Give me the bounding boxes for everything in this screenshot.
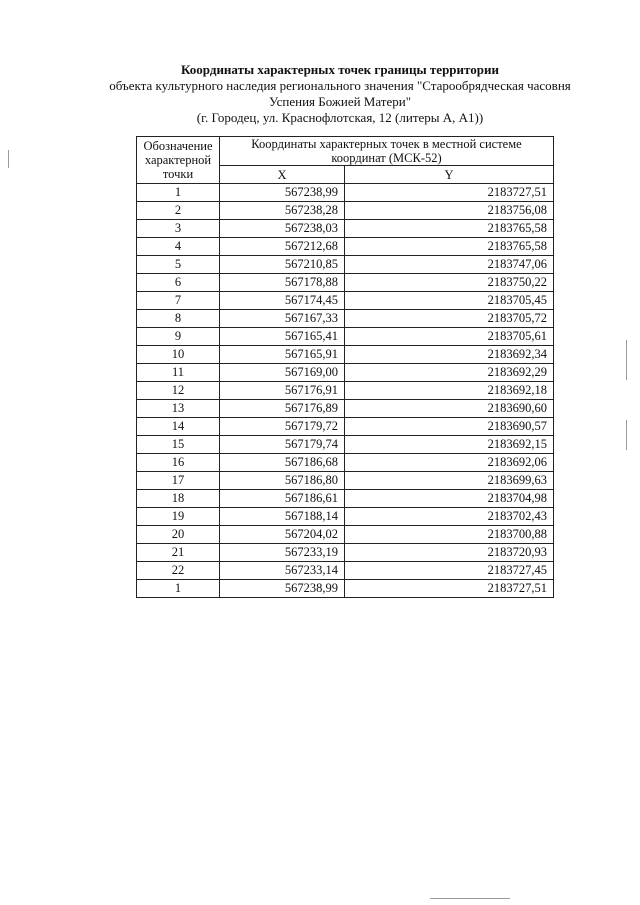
table-row xyxy=(137,274,554,292)
table-row xyxy=(137,382,554,400)
scan-mark xyxy=(626,420,627,450)
coord-x: 567238,99 xyxy=(220,184,345,202)
table-row xyxy=(137,220,554,238)
point-number: 19 xyxy=(137,508,220,526)
point-number: 22 xyxy=(137,562,220,580)
coord-y: 2183692,15 xyxy=(345,436,554,454)
point-number: 16 xyxy=(137,454,220,472)
coord-y: 2183750,22 xyxy=(345,274,554,292)
coordinates-table xyxy=(136,136,554,598)
coord-y: 2183702,43 xyxy=(345,508,554,526)
coord-y: 2183700,88 xyxy=(345,526,554,544)
table-header-row xyxy=(137,137,554,166)
table-row xyxy=(137,544,554,562)
point-number: 8 xyxy=(137,310,220,328)
coord-x: 567165,91 xyxy=(220,346,345,364)
coord-x: 567238,03 xyxy=(220,220,345,238)
coord-x: 567233,14 xyxy=(220,562,345,580)
point-number: 20 xyxy=(137,526,220,544)
coord-y: 2183692,29 xyxy=(345,364,554,382)
point-number: 13 xyxy=(137,400,220,418)
point-number: 12 xyxy=(137,382,220,400)
point-number: 1 xyxy=(137,184,220,202)
table-row xyxy=(137,580,554,598)
point-number: 3 xyxy=(137,220,220,238)
coord-y: 2183765,58 xyxy=(345,238,554,256)
coord-x: 567186,61 xyxy=(220,490,345,508)
table-row xyxy=(137,346,554,364)
coord-y: 2183704,98 xyxy=(345,490,554,508)
header-point-designation: Обозначение характерной точки xyxy=(137,137,220,184)
coord-x: 567176,89 xyxy=(220,400,345,418)
coord-y: 2183705,72 xyxy=(345,310,554,328)
point-number: 4 xyxy=(137,238,220,256)
table-row xyxy=(137,562,554,580)
table-row xyxy=(137,454,554,472)
point-number: 7 xyxy=(137,292,220,310)
coord-y: 2183765,58 xyxy=(345,220,554,238)
coord-x: 567167,33 xyxy=(220,310,345,328)
point-number: 11 xyxy=(137,364,220,382)
document-title: Координаты характерных точек границы территории xyxy=(181,62,499,77)
coord-y: 2183699,63 xyxy=(345,472,554,490)
point-number: 6 xyxy=(137,274,220,292)
coord-x: 567179,72 xyxy=(220,418,345,436)
table-row xyxy=(137,526,554,544)
coord-y: 2183705,61 xyxy=(345,328,554,346)
table-row xyxy=(137,490,554,508)
coord-y: 2183690,60 xyxy=(345,400,554,418)
table-row xyxy=(137,418,554,436)
subtitle-line-2: Успения Божией Матери" xyxy=(268,94,412,109)
table-row xyxy=(137,436,554,454)
subtitle-line-1: объекта культурного наследия регионального значения "Старообрядческая часовня xyxy=(109,78,571,93)
point-number: 18 xyxy=(137,490,220,508)
coord-x: 567212,68 xyxy=(220,238,345,256)
table-row xyxy=(137,184,554,202)
header-coordinates: Координаты характерных точек в местной системе координат (МСК-52) xyxy=(220,137,554,166)
point-number: 2 xyxy=(137,202,220,220)
coord-y: 2183756,08 xyxy=(345,202,554,220)
coord-x: 567233,19 xyxy=(220,544,345,562)
coord-x: 567176,91 xyxy=(220,382,345,400)
table-row xyxy=(137,508,554,526)
point-number: 1 xyxy=(137,580,220,598)
coord-y: 2183692,06 xyxy=(345,454,554,472)
coord-y: 2183727,45 xyxy=(345,562,554,580)
scan-mark xyxy=(8,150,9,168)
table-row xyxy=(137,400,554,418)
coord-x: 567204,02 xyxy=(220,526,345,544)
coord-x: 567165,41 xyxy=(220,328,345,346)
coord-y: 2183720,93 xyxy=(345,544,554,562)
document-heading xyxy=(90,62,590,126)
coord-y: 2183692,34 xyxy=(345,346,554,364)
coord-y: 2183727,51 xyxy=(345,184,554,202)
table-row xyxy=(137,328,554,346)
coord-x: 567188,14 xyxy=(220,508,345,526)
coord-x: 567174,45 xyxy=(220,292,345,310)
table-row xyxy=(137,364,554,382)
point-number: 14 xyxy=(137,418,220,436)
table-row xyxy=(137,310,554,328)
coord-y: 2183727,51 xyxy=(345,580,554,598)
table-row xyxy=(137,238,554,256)
point-number: 5 xyxy=(137,256,220,274)
coord-y: 2183705,45 xyxy=(345,292,554,310)
scan-mark xyxy=(430,898,510,899)
coord-x: 567179,74 xyxy=(220,436,345,454)
coord-x: 567238,28 xyxy=(220,202,345,220)
coord-x: 567169,00 xyxy=(220,364,345,382)
scan-mark xyxy=(626,340,627,380)
table-row xyxy=(137,472,554,490)
point-number: 10 xyxy=(137,346,220,364)
point-number: 15 xyxy=(137,436,220,454)
coord-x: 567178,88 xyxy=(220,274,345,292)
point-number: 21 xyxy=(137,544,220,562)
coord-x: 567210,85 xyxy=(220,256,345,274)
coord-x: 567186,68 xyxy=(220,454,345,472)
table-row xyxy=(137,202,554,220)
point-number: 17 xyxy=(137,472,220,490)
header-x: X xyxy=(220,166,345,184)
coord-y: 2183747,06 xyxy=(345,256,554,274)
subtitle-line-3: (г. Городец, ул. Краснофлотская, 12 (литеры А, А1)) xyxy=(196,110,484,125)
table-row xyxy=(137,292,554,310)
coord-x: 567186,80 xyxy=(220,472,345,490)
point-number: 9 xyxy=(137,328,220,346)
coord-x: 567238,99 xyxy=(220,580,345,598)
table-body xyxy=(137,184,554,598)
coord-y: 2183690,57 xyxy=(345,418,554,436)
table-row xyxy=(137,256,554,274)
coord-y: 2183692,18 xyxy=(345,382,554,400)
header-y: Y xyxy=(345,166,554,184)
